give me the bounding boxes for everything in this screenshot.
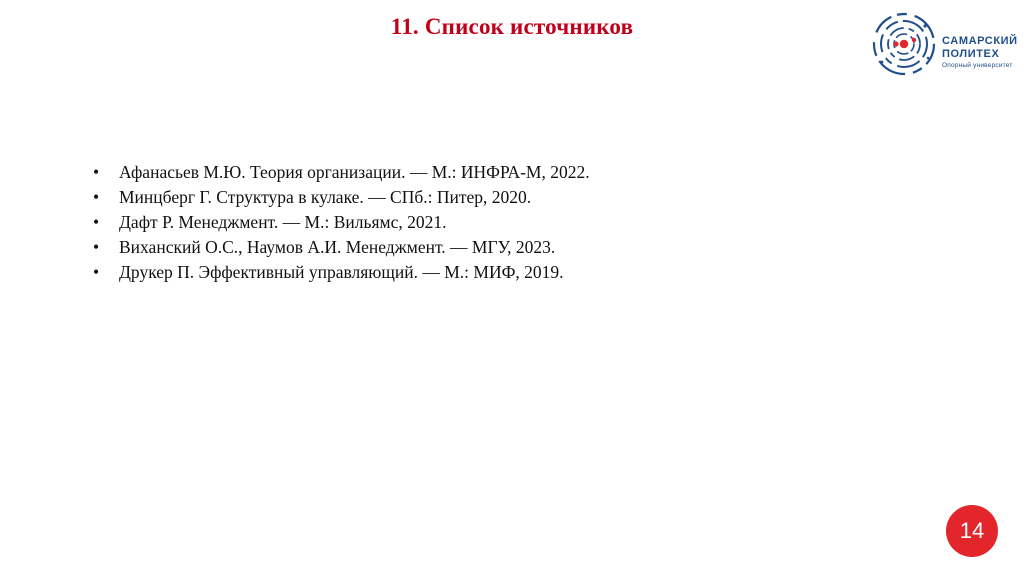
list-item (93, 260, 590, 285)
list-item (93, 160, 590, 185)
logo-text (942, 36, 1018, 70)
bullet-icon: • (93, 162, 100, 182)
source-text: Виханский О.С., Наумов А.И. Менеджмент. — МГУ, 2023. (119, 237, 556, 257)
bullet-icon: • (93, 212, 100, 232)
list-item (93, 235, 590, 260)
logo-tagline: Опорный университет (942, 62, 1013, 69)
logo-name-line1: САМАРСКИЙ (942, 35, 1018, 47)
sources-list (93, 160, 590, 285)
list-item (93, 185, 590, 210)
bullet-icon: • (93, 187, 100, 207)
list-item (93, 210, 590, 235)
source-text: Дафт Р. Менеджмент. — М.: Вильямс, 2021. (119, 212, 447, 232)
source-text: Минцберг Г. Структура в кулаке. — СПб.: Питер, 2020. (119, 187, 532, 207)
concentric-circles-logo-icon (870, 4, 940, 84)
page-number-badge: 14 (946, 505, 998, 557)
bullet-icon: • (93, 262, 100, 282)
slide-title: 11. Список источников (390, 14, 634, 39)
university-logo (870, 4, 1018, 84)
source-text: Друкер П. Эффективный управляющий. — М.: МИФ, 2019. (119, 262, 564, 282)
logo-name-line2: ПОЛИТЕХ (942, 48, 1000, 60)
source-text: Афанасьев М.Ю. Теория организации. — М.: ИНФРА-М, 2022. (119, 162, 590, 182)
bullet-icon: • (93, 237, 100, 257)
